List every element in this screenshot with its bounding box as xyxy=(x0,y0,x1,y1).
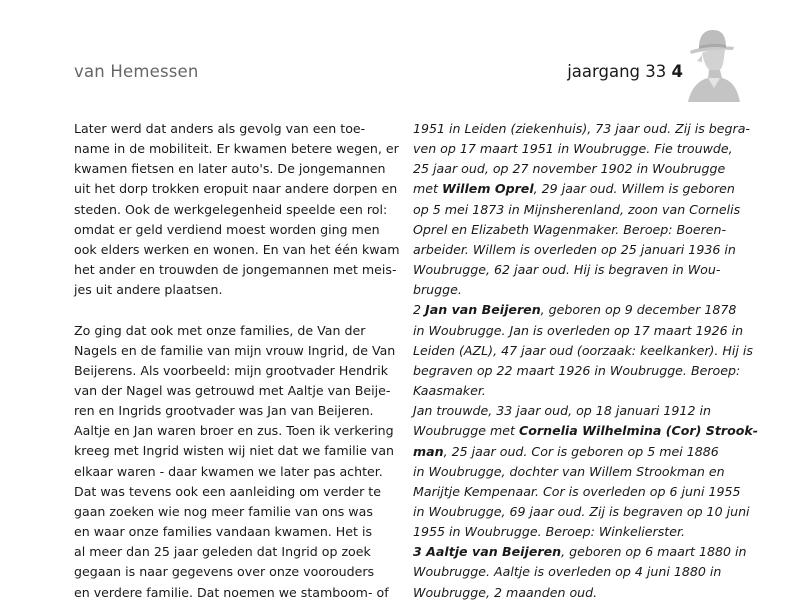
entry-number: 2 xyxy=(413,302,426,318)
person-name: Willem Oprel xyxy=(441,181,534,197)
text-line xyxy=(413,442,738,462)
paragraph-gap xyxy=(74,300,379,320)
text-line: uit het dorp trokken eropuit naar andere dorpen en xyxy=(74,181,398,197)
text-line: Kaasmaker. xyxy=(413,383,486,399)
text-line: in Woubrugge, 69 jaar oud. Zij is begraven op 10 juni xyxy=(413,503,750,519)
text-fragment: met xyxy=(413,181,442,197)
text-line: arbeider. Willem is overleden op 25 januari 1936 in xyxy=(413,241,736,257)
text-line: Aaltje en Jan waren broer en zus. Toen ik verkering xyxy=(74,423,394,439)
person-name: man xyxy=(413,443,444,459)
text-line: 1951 in Leiden (ziekenhuis), 73 jaar oud. Zij is begra- xyxy=(413,121,750,136)
text-line: Nagels en de familie van mijn vrouw Ingrid, de Van xyxy=(74,342,396,358)
text-line: kwamen fietsen en later auto's. De jongemannen xyxy=(74,161,386,177)
text-line: in Woubrugge, dochter van Willem Strookman en xyxy=(413,463,725,479)
text-line: Leiden (AZL), 47 jaar oud (oorzaak: keelkanker). Hij is xyxy=(413,342,753,358)
text-line: Oprel en Elizabeth Wagenmaker. Beroep: Boeren- xyxy=(413,221,727,237)
text-line: jes uit andere plaatsen. xyxy=(74,282,223,298)
text-fragment: Woubrugge met xyxy=(413,423,519,439)
text-line: steden. Ook de werkgelegenheid speelde een rol: xyxy=(74,201,388,217)
text-line: in Woubrugge. Jan is overleden op 17 maart 1926 in xyxy=(413,322,744,338)
text-line xyxy=(413,421,758,441)
text-fragment: , 25 jaar oud. Cor is geboren op 5 mei 1886 xyxy=(443,443,719,459)
text-line: Woubrugge, 2 maanden oud. xyxy=(413,584,598,600)
person-name: Cornelia Wilhelmina (Cor) Strook- xyxy=(519,423,758,439)
text-line: het ander en trouwden de jongemannen met meis- xyxy=(74,262,397,278)
person-name: Aaltje van Beijeren xyxy=(426,544,562,560)
text-line: Dat was tevens ook een aanleiding om verder te xyxy=(74,483,381,499)
paragraph-1 xyxy=(74,119,400,300)
text-line: gegaan is naar gegevens over onze voorouders xyxy=(74,564,375,580)
text-line xyxy=(413,542,747,562)
text-line: Marijtje Kempenaar. Cor is overleden op 6 juni 1955 xyxy=(413,483,741,499)
text-line: 25 jaar oud, op 27 november 1902 in Woubrugge xyxy=(413,161,726,177)
text-line: en verdere familie. Dat noemen we stamboom- of xyxy=(74,584,389,600)
text-line: Beijerens. Als voorbeeld: mijn grootvader Hendrik xyxy=(74,362,389,378)
text-line: van der Nagel was getrouwd met Aaltje van Beije- xyxy=(74,383,391,399)
text-line: omdat er geld verdiend moest worden ging men xyxy=(74,221,380,237)
text-line: 1955 in Woubrugge. Beroep: Winkelierster. xyxy=(413,524,686,540)
entry-number: 3 xyxy=(413,544,427,560)
text-line: ven op 17 maart 1951 in Woubrugge. Fie trouwde, xyxy=(413,141,733,157)
header-issue xyxy=(567,62,683,81)
right-column xyxy=(413,119,758,603)
man-with-hat-silhouette-icon xyxy=(684,24,742,102)
text-line: Woubrugge. Aaltje is overleden op 4 juni 1880 in xyxy=(413,564,722,580)
text-line: al meer dan 25 jaar geleden dat Ingrid op zoek xyxy=(74,544,371,560)
text-line: brugge. xyxy=(413,282,462,298)
header-title: van Hemessen xyxy=(74,62,199,81)
page-number: 4 xyxy=(671,62,683,81)
issue-label: jaargang 33 xyxy=(567,62,667,81)
text-line: ren en Ingrids grootvader was Jan van Beijeren. xyxy=(74,403,374,419)
text-line: Woubrugge, 62 jaar oud. Hij is begraven in Wou- xyxy=(413,262,721,278)
text-line: name in de mobiliteit. Er kwamen betere wegen, er xyxy=(74,141,399,157)
text-line: Zo ging dat ook met onze families, de Van der xyxy=(74,322,366,338)
text-line: elkaar waren - daar kwamen we later pas achter. xyxy=(74,463,383,479)
text-fragment: , geboren op 9 december 1878 xyxy=(540,302,737,318)
text-line: op 5 mei 1873 in Mijnsherenland, zoon van Cornelis xyxy=(413,201,741,217)
text-line: begraven op 22 maart 1926 in Woubrugge. Beroep: xyxy=(413,362,741,378)
left-column xyxy=(74,119,400,603)
text-line: en waar onze families vandaan kwamen. Het is xyxy=(74,524,373,540)
paragraph-2 xyxy=(74,321,396,603)
text-fragment: , 29 jaar oud. Willem is geboren xyxy=(533,181,735,197)
text-line: kreeg met Ingrid wisten wij niet dat we familie van xyxy=(74,443,395,459)
text-fragment: , geboren op 6 maart 1880 in xyxy=(561,544,747,560)
text-line xyxy=(413,300,738,320)
text-line: Later werd dat anders als gevolg van een toe- xyxy=(74,121,366,136)
text-line xyxy=(413,179,738,199)
text-line: ook elders werken en wonen. En van het één kwam xyxy=(74,241,400,257)
text-line: gaan zoeken wie nog meer familie van ons was xyxy=(74,503,373,519)
person-name: Jan van Beijeren xyxy=(425,302,541,318)
text-line: Jan trouwde, 33 jaar oud, op 18 januari 1912 in xyxy=(413,403,711,419)
